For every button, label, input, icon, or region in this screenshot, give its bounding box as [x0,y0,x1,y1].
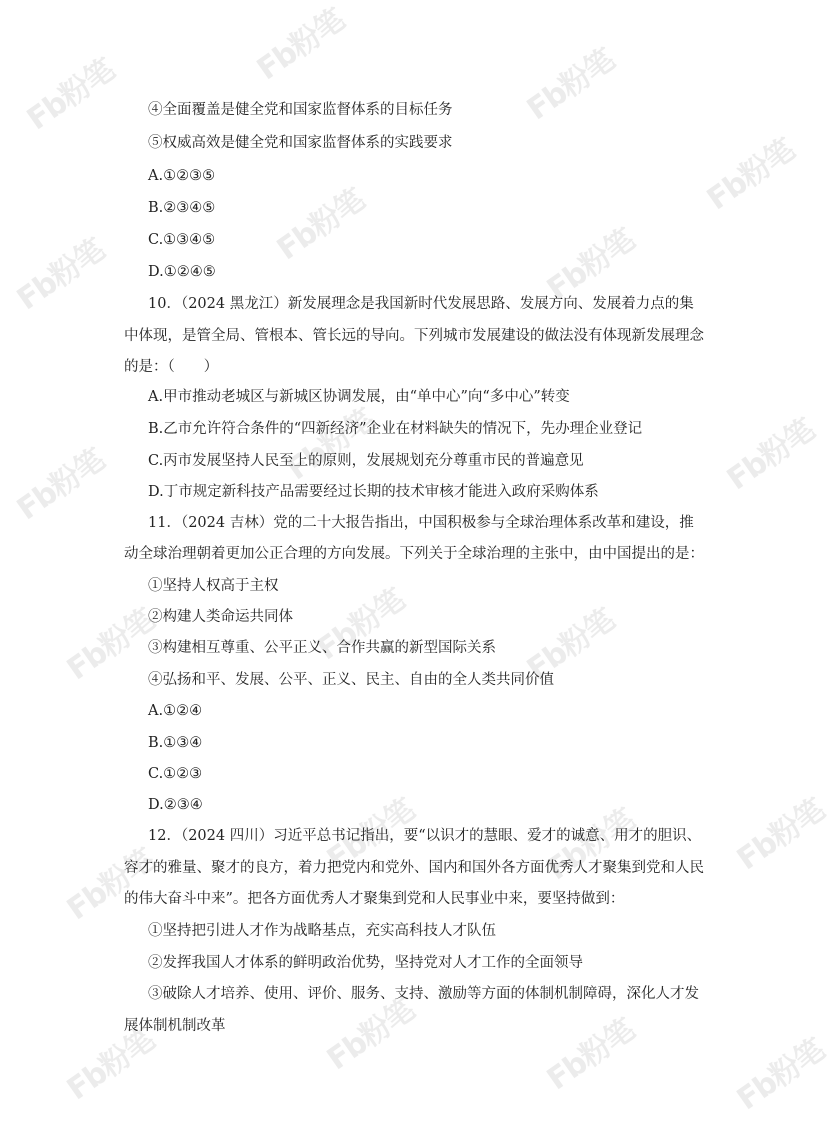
watermark: Fb粉笔 [60,602,162,688]
watermark: Fb粉笔 [310,582,412,668]
answer-choice: B.①③④ [148,735,203,751]
question-text: 的是：（ ） [124,359,219,375]
option-statement: ①坚持把引进人才作为战略基点，充实高科技人才队伍 [148,923,496,939]
watermark: Fb粉笔 [20,52,122,138]
option-statement: ③破除人才培养、使用、评价、服务、支持、激励等方面的体制机制障碍，深化人才发 [148,986,699,1002]
watermark: Fb粉笔 [730,1032,832,1118]
answer-choice: C.①②③ [148,766,203,782]
option-statement: ④全面覆盖是健全党和国家监督体系的目标任务 [148,102,453,118]
answer-choice: C.①③④⑤ [148,232,216,248]
question-text: 中体现，是管全局、管根本、管长远的导向。下列城市发展建设的做法没有体现新发展理念 [124,328,704,344]
watermark: Fb粉笔 [700,132,802,218]
answer-choice: B.②③④⑤ [148,200,216,216]
answer-choice: B.乙市允许符合条件的“四新经济”企业在材料缺失的情况下，先办理企业登记 [148,421,643,437]
answer-choice: A.①②③⑤ [148,168,216,184]
option-statement: ②构建人类命运共同体 [148,609,293,625]
question-text: 11．（2024 吉林）党的二十大报告指出，中国积极参与全球治理体系改革和建设，推 [148,515,694,531]
watermark: Fb粉笔 [720,412,822,498]
watermark: Fb粉笔 [10,442,112,528]
answer-choice: A.甲市推动老城区与新城区协调发展，由“单中心”向“多中心”转变 [148,389,570,405]
answer-choice: D.丁市规定新科技产品需要经过长期的技术审核才能进入政府采购体系 [148,484,599,500]
watermark: Fb粉笔 [730,792,832,878]
watermark: Fb粉笔 [520,602,622,688]
watermark: Fb粉笔 [270,182,372,268]
option-statement: ②发挥我国人才体系的鲜明政治优势，坚持党对人才工作的全面领导 [148,955,583,971]
question-text: 容才的雅量、聚才的良方，着力把党内和党外、国内和国外各方面优秀人才聚集到党和人民 [124,860,704,876]
question-text: 动全球治理朝着更加公正合理的方向发展。下列关于全球治理的主张中，由中国提出的是： [124,546,704,562]
answer-choice: D.①②④⑤ [148,264,216,280]
watermark: Fb粉笔 [520,42,622,128]
watermark: Fb粉笔 [10,232,112,318]
answer-choice: A.①②④ [148,703,203,719]
watermark: Fb粉笔 [250,2,352,88]
watermark: Fb粉笔 [540,222,642,308]
question-text: 12．（2024 四川）习近平总书记指出，要“以识才的慧眼、爱才的诚意、用才的胆识、 [148,828,702,844]
question-text: 10．（2024 黑龙江）新发展理念是我国新时代发展思路、发展方向、发展着力点的集 [148,296,694,312]
option-statement: 展体制机制改革 [124,1018,226,1034]
option-statement: ③构建相互尊重、公平正义、合作共赢的新型国际关系 [148,640,496,656]
option-statement: ④弘扬和平、发展、公平、正义、民主、自由的全人类共同价值 [148,672,554,688]
watermark: Fb粉笔 [320,792,422,878]
option-statement: ①坚持人权高于主权 [148,578,279,594]
watermark: Fb粉笔 [280,402,382,488]
answer-choice: D.②③④ [148,797,203,813]
watermark: Fb粉笔 [540,802,642,888]
option-statement: ⑤权威高效是健全党和国家监督体系的实践要求 [148,135,453,151]
question-text: 的伟大奋斗中来”。把各方面优秀人才聚集到党和人民事业中来，要坚持做到： [124,891,625,907]
answer-choice: C.丙市发展坚持人民至上的原则，发展规划充分尊重市民的普遍意见 [148,453,584,469]
watermark: Fb粉笔 [540,1012,642,1098]
watermark: Fb粉笔 [60,1022,162,1108]
watermark: Fb粉笔 [320,992,422,1078]
watermark: Fb粉笔 [60,842,162,928]
